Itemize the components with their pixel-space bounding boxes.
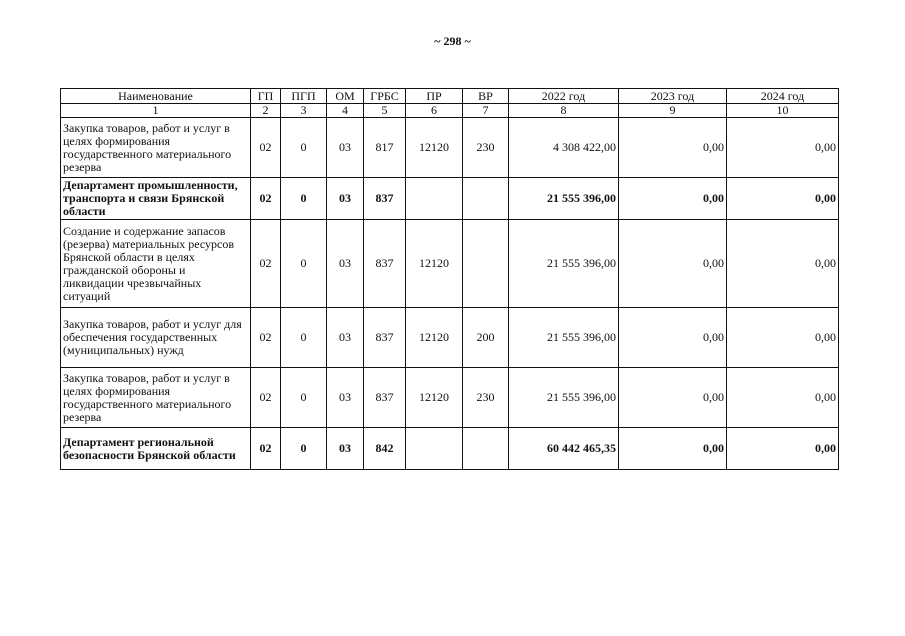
page-number: ~ 298 ~ [434, 34, 471, 48]
cell-2024: 0,00 [727, 428, 839, 470]
index-cell: 9 [619, 104, 727, 118]
index-cell: 10 [727, 104, 839, 118]
table-row [61, 308, 839, 368]
header-name: Наименование [61, 89, 251, 104]
header-gp: ГП [251, 89, 281, 104]
cell-vr: 200 [463, 308, 509, 368]
cell-gp: 02 [251, 428, 281, 470]
cell-pr: 12120 [406, 308, 463, 368]
cell-grbs: 837 [364, 308, 406, 368]
header-row [61, 89, 839, 104]
cell-2022: 21 555 396,00 [509, 308, 619, 368]
cell-om: 03 [327, 308, 364, 368]
index-cell: 3 [281, 104, 327, 118]
cell-2024: 0,00 [727, 178, 839, 220]
cell-vr [463, 178, 509, 220]
row-name: Создание и содержание запасов (резерва) материальных ресурсов Брянской области в целях гражданской обороны и ликвидации чрезвычайных ситуаций [61, 220, 251, 308]
cell-2024: 0,00 [727, 220, 839, 308]
cell-grbs: 817 [364, 118, 406, 178]
cell-2023: 0,00 [619, 118, 727, 178]
cell-gp: 02 [251, 178, 281, 220]
cell-grbs: 837 [364, 220, 406, 308]
table-row [61, 428, 839, 470]
cell-om: 03 [327, 368, 364, 428]
cell-vr [463, 428, 509, 470]
budget-table [60, 88, 839, 470]
cell-gp: 02 [251, 118, 281, 178]
header-vr: ВР [463, 89, 509, 104]
cell-2023: 0,00 [619, 220, 727, 308]
cell-vr [463, 220, 509, 308]
cell-2024: 0,00 [727, 118, 839, 178]
cell-pgp: 0 [281, 428, 327, 470]
index-cell: 2 [251, 104, 281, 118]
row-name: Закупка товаров, работ и услуг в целях формирования государственного материального резерва [61, 118, 251, 178]
header-pr: ПР [406, 89, 463, 104]
cell-pgp: 0 [281, 220, 327, 308]
cell-gp: 02 [251, 220, 281, 308]
index-cell: 6 [406, 104, 463, 118]
cell-om: 03 [327, 428, 364, 470]
cell-2023: 0,00 [619, 428, 727, 470]
cell-om: 03 [327, 178, 364, 220]
cell-pgp: 0 [281, 178, 327, 220]
cell-vr: 230 [463, 118, 509, 178]
header-pgp: ПГП [281, 89, 327, 104]
table-row [61, 220, 839, 308]
cell-2022: 21 555 396,00 [509, 368, 619, 428]
header-om: ОМ [327, 89, 364, 104]
header-grbs: ГРБС [364, 89, 406, 104]
index-cell: 1 [61, 104, 251, 118]
table-row [61, 118, 839, 178]
row-name: Закупка товаров, работ и услуг в целях формирования государственного материального резерва [61, 368, 251, 428]
cell-2023: 0,00 [619, 178, 727, 220]
cell-gp: 02 [251, 368, 281, 428]
cell-2022: 60 442 465,35 [509, 428, 619, 470]
table-row [61, 178, 839, 220]
cell-2023: 0,00 [619, 368, 727, 428]
cell-pr: 12120 [406, 118, 463, 178]
header-2023: 2023 год [619, 89, 727, 104]
row-name: Департамент региональной безопасности Брянской области [61, 428, 251, 470]
cell-2023: 0,00 [619, 308, 727, 368]
cell-pr: 12120 [406, 220, 463, 308]
header-2022: 2022 год [509, 89, 619, 104]
cell-pr [406, 178, 463, 220]
table-row [61, 368, 839, 428]
cell-2022: 4 308 422,00 [509, 118, 619, 178]
cell-2022: 21 555 396,00 [509, 178, 619, 220]
cell-pgp: 0 [281, 368, 327, 428]
cell-om: 03 [327, 118, 364, 178]
cell-pgp: 0 [281, 308, 327, 368]
cell-2024: 0,00 [727, 368, 839, 428]
index-cell: 8 [509, 104, 619, 118]
cell-grbs: 842 [364, 428, 406, 470]
cell-pr: 12120 [406, 368, 463, 428]
cell-grbs: 837 [364, 368, 406, 428]
cell-2024: 0,00 [727, 308, 839, 368]
cell-gp: 02 [251, 308, 281, 368]
index-cell: 5 [364, 104, 406, 118]
index-cell: 4 [327, 104, 364, 118]
column-index-row [61, 104, 839, 118]
index-cell: 7 [463, 104, 509, 118]
row-name: Департамент промышленности, транспорта и связи Брянской области [61, 178, 251, 220]
cell-pgp: 0 [281, 118, 327, 178]
cell-om: 03 [327, 220, 364, 308]
cell-pr [406, 428, 463, 470]
cell-vr: 230 [463, 368, 509, 428]
cell-grbs: 837 [364, 178, 406, 220]
cell-2022: 21 555 396,00 [509, 220, 619, 308]
row-name: Закупка товаров, работ и услуг для обеспечения государственных (муниципальных) нужд [61, 308, 251, 368]
header-2024: 2024 год [727, 89, 839, 104]
